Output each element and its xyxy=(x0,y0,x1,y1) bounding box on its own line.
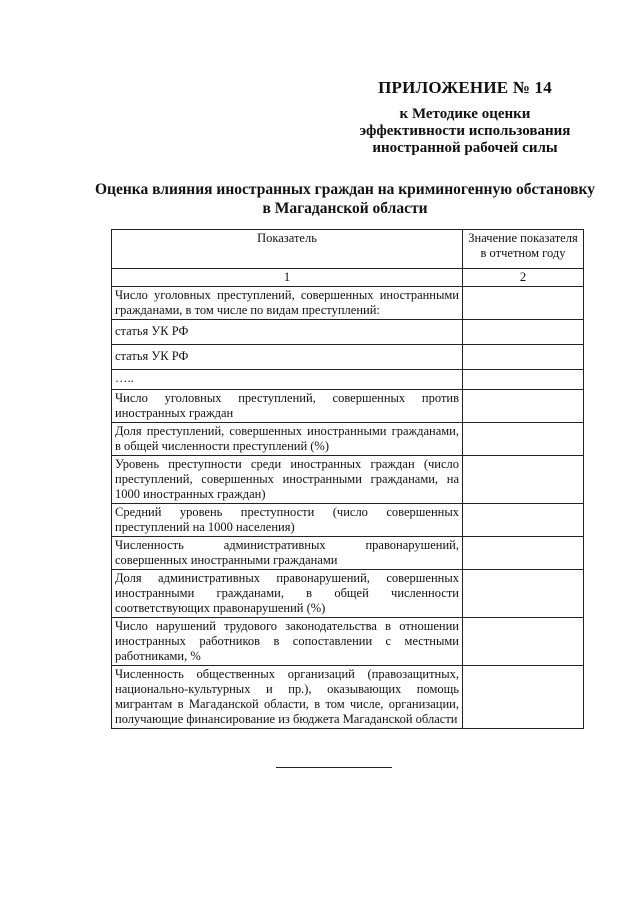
table-row xyxy=(112,390,584,423)
indicator-cell: Средний уровень преступности (число совершенных преступлений на 1000 населения) xyxy=(112,504,463,537)
indicator-cell: Уровень преступности среди иностранных граждан (число преступлений, совершенных иностранными гражданами, на 1000 иностранных граждан) xyxy=(112,456,463,504)
table-row xyxy=(112,345,584,370)
table-row xyxy=(112,504,584,537)
appendix-line: иностранной рабочей силы xyxy=(372,140,558,156)
indicators-table xyxy=(111,229,584,729)
indicator-cell: статья УК РФ xyxy=(112,320,463,345)
indicator-cell: ….. xyxy=(112,370,463,390)
value-cell xyxy=(463,390,584,423)
indicator-cell: Число уголовных преступлений, совершенных иностранными гражданами, в том числе по видам преступлений: xyxy=(112,287,463,320)
table-row xyxy=(112,570,584,618)
value-cell xyxy=(463,423,584,456)
value-cell xyxy=(463,345,584,370)
appendix-title: ПРИЛОЖЕНИЕ № 14 xyxy=(378,78,552,97)
appendix-line: к Методике оценки xyxy=(399,106,531,122)
table-row xyxy=(112,618,584,666)
indicator-cell: Численность общественных организаций (правозащитных, национально-культурных и пр.), оказывающих помощь мигрантам в Магаданской области, в том числе, организации, получающие финансирование из бюджета Магаданской области xyxy=(112,666,463,729)
document-title-line: Оценка влияния иностранных граждан на криминогенную обстановку xyxy=(94,181,596,198)
value-cell xyxy=(463,456,584,504)
table-row xyxy=(112,423,584,456)
table-header-row xyxy=(112,230,584,269)
document-title-line: в Магаданской области xyxy=(262,200,428,217)
indicator-cell: Доля административных правонарушений, совершенных иностранными гражданами, в общей численности соответствующих правонарушений (%) xyxy=(112,570,463,618)
value-cell xyxy=(463,570,584,618)
table-row xyxy=(112,370,584,390)
header-indicator: Показатель xyxy=(112,230,463,269)
appendix-block xyxy=(330,79,600,157)
document-title xyxy=(90,180,600,218)
appendix-line: эффективности использования xyxy=(359,123,571,139)
value-cell xyxy=(463,370,584,390)
indicator-cell: Доля преступлений, совершенных иностранными гражданами, в общей численности преступлений (%) xyxy=(112,423,463,456)
column-number: 2 xyxy=(463,269,584,287)
value-cell xyxy=(463,618,584,666)
indicator-cell: Число нарушений трудового законодательства в отношении иностранных работников в сопоставлении с местными работниками, % xyxy=(112,618,463,666)
table-row xyxy=(112,287,584,320)
table-row xyxy=(112,456,584,504)
footer-divider xyxy=(276,767,392,768)
table-row xyxy=(112,537,584,570)
value-cell xyxy=(463,287,584,320)
value-cell xyxy=(463,666,584,729)
table-row xyxy=(112,320,584,345)
table-row xyxy=(112,666,584,729)
column-number: 1 xyxy=(112,269,463,287)
value-cell xyxy=(463,504,584,537)
indicator-cell: Численность административных правонарушений, совершенных иностранными гражданами xyxy=(112,537,463,570)
column-number-row xyxy=(112,269,584,287)
value-cell xyxy=(463,320,584,345)
indicator-cell: статья УК РФ xyxy=(112,345,463,370)
value-cell xyxy=(463,537,584,570)
header-value: Значение показателя в отчетном году xyxy=(463,230,584,269)
indicator-cell: Число уголовных преступлений, совершенных против иностранных граждан xyxy=(112,390,463,423)
